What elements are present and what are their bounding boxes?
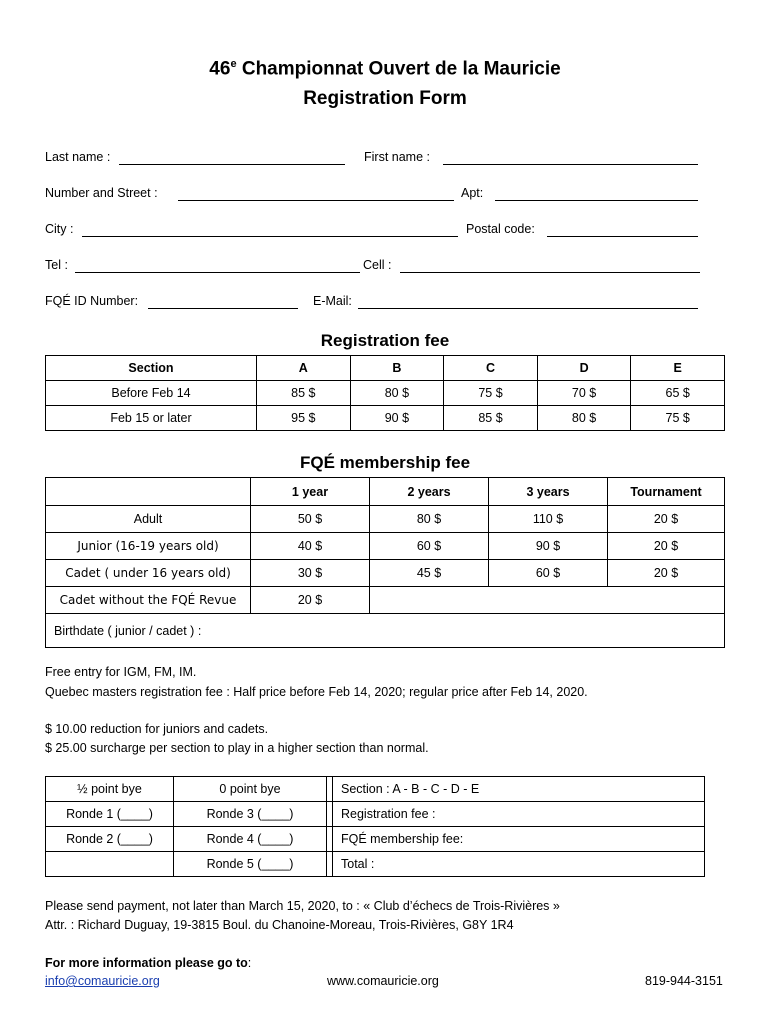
table-header: D (537, 356, 631, 381)
table-row (46, 381, 725, 406)
table-cell: 75 $ (631, 406, 725, 431)
table-cell: Junior (16-19 years old) (46, 533, 251, 560)
table-row (46, 852, 705, 877)
table-cell: 95 $ (257, 406, 351, 431)
page-subtitle: Registration Form (303, 88, 467, 109)
table-cell: 80 $ (537, 406, 631, 431)
table-cell (370, 587, 725, 614)
page-title: 46e Championnat Ouvert de la Mauricie (209, 58, 561, 80)
table-cell (46, 852, 174, 877)
postal-code-field[interactable] (547, 222, 698, 237)
street-field[interactable] (178, 186, 454, 201)
registration-fee-table (45, 355, 725, 431)
more-info-label: For more information please go to: (45, 956, 252, 970)
table-cell: Feb 15 or later (46, 406, 257, 431)
table-row (46, 777, 705, 802)
table-cell: 90 $ (489, 533, 608, 560)
zero-bye-header: 0 point bye (174, 777, 327, 802)
table-cell: 110 $ (489, 506, 608, 533)
note-reduction: $ 10.00 reduction for juniors and cadets. (45, 722, 269, 736)
first-name-field[interactable] (443, 150, 698, 165)
table-header: C (444, 356, 538, 381)
table-cell: 65 $ (631, 381, 725, 406)
fqe-id-label: FQÉ ID Number: (45, 294, 139, 308)
registration-fee-field[interactable]: Registration fee : (333, 802, 705, 827)
table-row (46, 406, 725, 431)
table-header (46, 478, 251, 506)
table-row (46, 533, 725, 560)
phone-number: 819-944-3151 (645, 974, 723, 988)
email-link[interactable]: info@comauricie.org (45, 974, 160, 988)
table-cell: 20 $ (608, 506, 725, 533)
table-header: E (631, 356, 725, 381)
first-name-label: First name : (364, 150, 430, 164)
ronde-2-field[interactable]: Ronde 2 (____) (46, 827, 174, 852)
email-field[interactable] (358, 294, 698, 309)
table-cell: 70 $ (537, 381, 631, 406)
half-bye-header: ½ point bye (46, 777, 174, 802)
membership-fee-heading: FQÉ membership fee (299, 453, 471, 472)
table-row (46, 802, 705, 827)
ronde-3-field[interactable]: Ronde 3 (____) (174, 802, 327, 827)
note-free-entry: Free entry for IGM, FM, IM. (45, 665, 197, 679)
table-cell: 75 $ (444, 381, 538, 406)
table-header: Section (46, 356, 257, 381)
table-cell: Before Feb 14 (46, 381, 257, 406)
cell-field[interactable] (400, 258, 700, 273)
city-label: City : (45, 222, 74, 236)
note-masters-fee: Quebec masters registration fee : Half price before Feb 14, 2020; regular price after Feb 14, 2020. (45, 685, 588, 699)
table-header: B (350, 356, 444, 381)
bye-table (45, 776, 705, 877)
table-cell: 50 $ (251, 506, 370, 533)
table-header: 3 years (489, 478, 608, 506)
table-row (46, 506, 725, 533)
ronde-5-field[interactable]: Ronde 5 (____) (174, 852, 327, 877)
last-name-label: Last name : (45, 150, 111, 164)
table-cell: 45 $ (370, 560, 489, 587)
birthdate-field[interactable]: Birthdate ( junior / cadet ) : (46, 614, 725, 648)
city-field[interactable] (82, 222, 458, 237)
total-field[interactable]: Total : (333, 852, 705, 877)
table-cell: Cadet without the FQÉ Revue (46, 587, 251, 614)
apt-field[interactable] (495, 186, 698, 201)
street-label: Number and Street : (45, 186, 158, 200)
payment-instructions: Please send payment, not later than March 15, 2020, to : « Club d’échecs de Trois-Rivières » (45, 899, 560, 913)
table-header: 1 year (251, 478, 370, 506)
tel-field[interactable] (75, 258, 360, 273)
table-row (46, 827, 705, 852)
email-label: E-Mail: (313, 294, 352, 308)
cell-label: Cell : (363, 258, 392, 272)
table-header: 2 years (370, 478, 489, 506)
postal-code-label: Postal code: (466, 222, 535, 236)
table-row (46, 614, 725, 648)
table-cell: 90 $ (350, 406, 444, 431)
table-cell: 30 $ (251, 560, 370, 587)
membership-fee-table (45, 477, 725, 648)
table-cell: 85 $ (444, 406, 538, 431)
table-cell: 20 $ (251, 587, 370, 614)
table-cell: 80 $ (350, 381, 444, 406)
payment-address: Attr. : Richard Duguay, 19-3815 Boul. du Chanoine-Moreau, Trois-Rivières, G8Y 1R4 (45, 918, 514, 932)
table-cell: 40 $ (251, 533, 370, 560)
table-cell: 20 $ (608, 560, 725, 587)
table-cell: Adult (46, 506, 251, 533)
registration-fee-heading: Registration fee (320, 331, 450, 350)
table-cell: 20 $ (608, 533, 725, 560)
table-header: Tournament (608, 478, 725, 506)
ronde-1-field[interactable]: Ronde 1 (____) (46, 802, 174, 827)
table-cell: 60 $ (370, 533, 489, 560)
table-row (46, 560, 725, 587)
table-cell: 80 $ (370, 506, 489, 533)
note-surcharge: $ 25.00 surcharge per section to play in a higher section than normal. (45, 741, 429, 755)
tel-label: Tel : (45, 258, 68, 272)
section-select[interactable]: Section : A - B - C - D - E (333, 777, 705, 802)
table-cell: Cadet ( under 16 years old) (46, 560, 251, 587)
apt-label: Apt: (461, 186, 484, 200)
table-cell: 60 $ (489, 560, 608, 587)
table-cell: 85 $ (257, 381, 351, 406)
last-name-field[interactable] (119, 150, 345, 165)
ronde-4-field[interactable]: Ronde 4 (____) (174, 827, 327, 852)
table-header: A (257, 356, 351, 381)
table-row (46, 587, 725, 614)
fqe-id-field[interactable] (148, 294, 298, 309)
membership-fee-field[interactable]: FQÉ membership fee: (333, 827, 705, 852)
website-link[interactable]: www.comauricie.org (327, 974, 439, 988)
